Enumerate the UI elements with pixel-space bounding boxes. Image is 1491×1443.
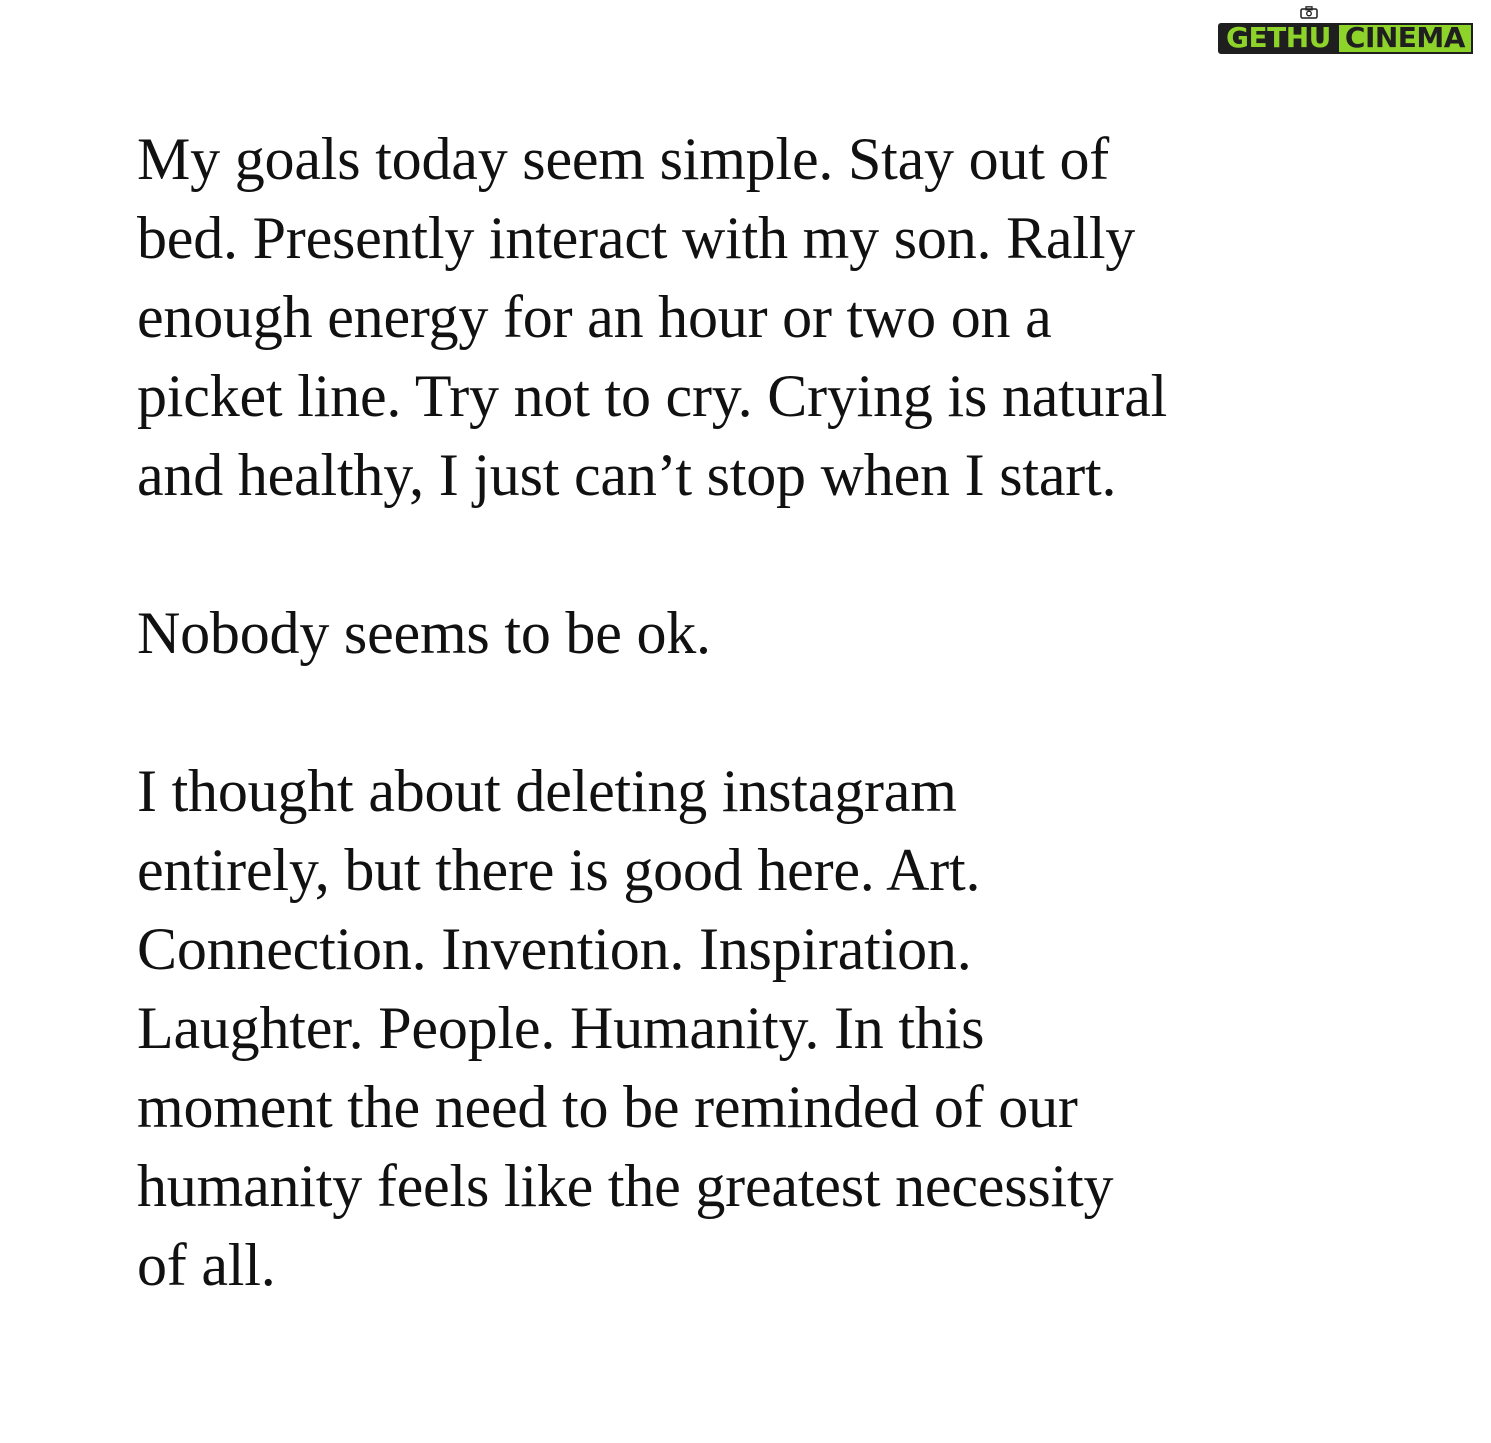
text-line: Nobody seems to be ok.: [137, 600, 711, 666]
logo-word-gethu: GETHU: [1218, 23, 1339, 54]
text-line: My goals today seem simple. Stay out of: [137, 126, 1110, 192]
text-line: entirely, but there is good here. Art.: [137, 837, 981, 903]
post-text: [137, 120, 1337, 1305]
text-line: enough energy for an hour or two on a: [137, 284, 1052, 350]
text-line: Laughter. People. Humanity. In this: [137, 995, 985, 1061]
text-line: moment the need to be reminded of our: [137, 1074, 1078, 1140]
camera-icon: [1300, 6, 1318, 19]
text-line: picket line. Try not to cry. Crying is natural: [137, 363, 1168, 429]
text-line: Connection. Invention. Inspiration.: [137, 916, 972, 982]
text-line: humanity feels like the greatest necessity: [137, 1153, 1114, 1219]
text-line: and healthy, I just can’t stop when I start.: [137, 442, 1117, 508]
paragraph-nobody: [137, 594, 1337, 673]
paragraph-goals: [137, 120, 1337, 515]
gethu-cinema-logo: [1218, 10, 1465, 54]
text-line: of all.: [137, 1232, 276, 1298]
text-line: bed. Presently interact with my son. Rally: [137, 205, 1136, 271]
logo-word-cinema: CINEMA: [1339, 23, 1473, 54]
text-line: I thought about deleting instagram: [137, 758, 957, 824]
paragraph-instagram: [137, 752, 1337, 1305]
